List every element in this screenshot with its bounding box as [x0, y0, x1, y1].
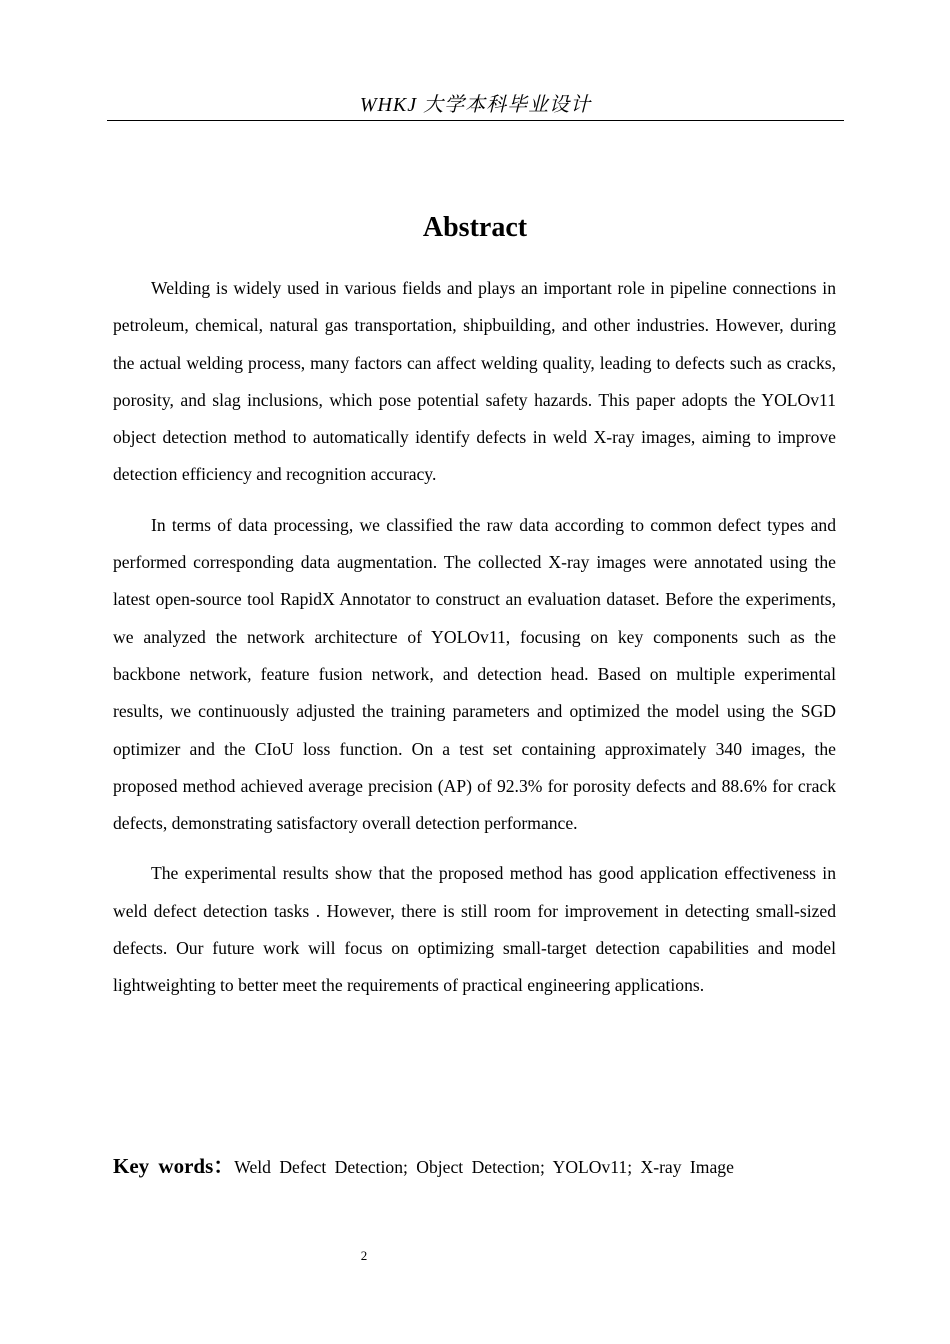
abstract-body [113, 270, 836, 1018]
abstract-paragraph-2: In terms of data processing, we classified the raw data according to common defect types and performed corresponding data augmentation. The collected X-ray images were annotated using the latest open-source tool RapidX Annotator to construct an evaluation dataset. Before the experiments, we analyzed the network architecture of YOLOv11, focusing on key components such as the backbone network, feature fusion network, and detection head. Based on multiple experimental results, we continuously adjusted the training parameters and optimized the model using the SGD optimizer and the CIoU loss function. On a test set containing approximately 340 images, the proposed method achieved average precision (AP) of 92.3% for porosity defects and 88.6% for crack defects, demonstrating satisfactory overall detection performance. [113, 514, 836, 834]
abstract-paragraph-1: Welding is widely used in various fields and plays an important role in pipeline connections in petroleum, chemical, natural gas transportation, shipbuilding, and other industries. However, during the actual welding process, many factors can affect welding quality, leading to defects such as cracks, porosity, and slag inclusions, which pose potential safety hazards. This paper adopts the YOLOv11 object detection method to automatically identify defects in weld X-ray images, aiming to improve detection efficiency and recognition accuracy. [113, 278, 836, 485]
page-header [107, 92, 844, 121]
keywords-text: Weld Defect Detection; Object Detection; YOLOv11; X-ray Image [234, 1157, 734, 1177]
header-title: WHKJ 大学本科毕业设计 [359, 94, 592, 116]
keywords-label: Key words： [113, 1154, 235, 1178]
abstract-title: Abstract [422, 212, 528, 243]
page-number: 2 [360, 1248, 368, 1263]
keywords-line [113, 1148, 836, 1185]
abstract-paragraph-3: The experimental results show that the proposed method has good application effectiveness in weld defect detection tasks . However, there is still room for improvement in detecting small-sized defects. Our future work will focus on optimizing small-target detection capabilities and model lightweighting to better meet the requirements of practical engineering applications. [113, 863, 836, 996]
